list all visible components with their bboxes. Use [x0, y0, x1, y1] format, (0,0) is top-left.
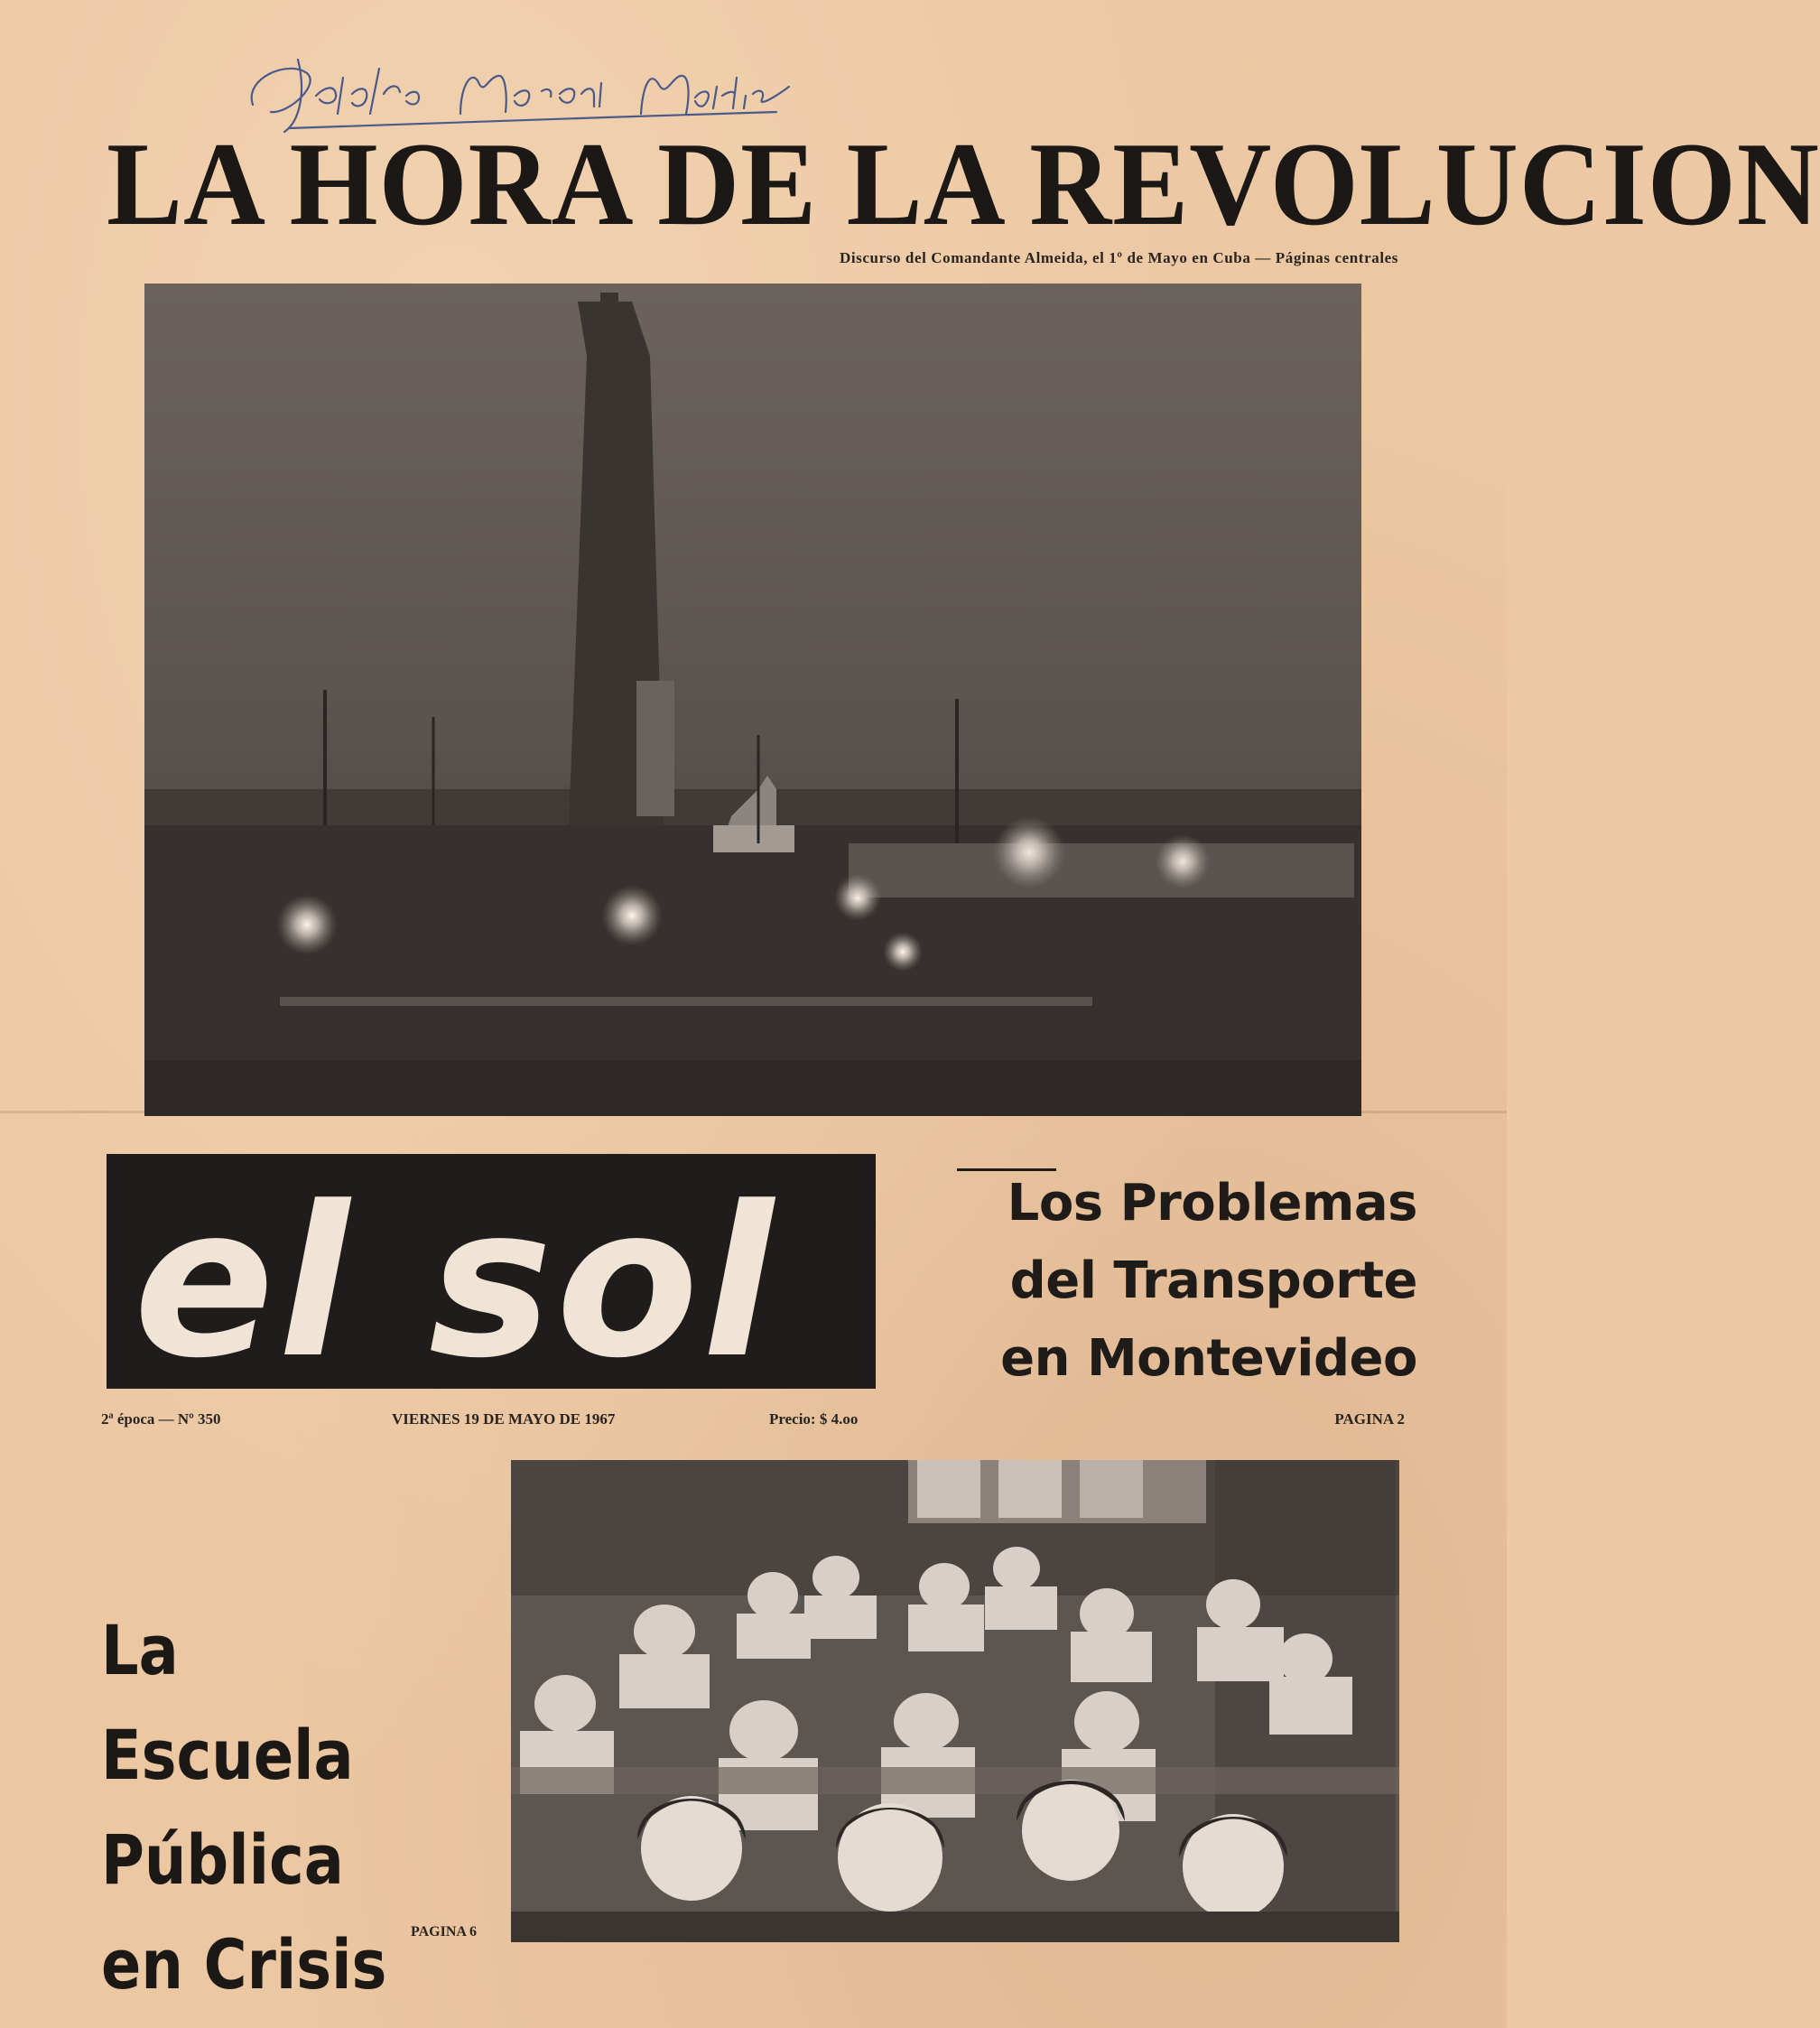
- school-headline-line1: La Escuela: [101, 1610, 354, 1795]
- headline-rule: [957, 1168, 1056, 1171]
- transport-headline-line2: del Transporte: [1009, 1251, 1417, 1310]
- masthead-subtitle: Discurso del Comandante Almeida, el 1º de Mayo en Cuba — Páginas centrales: [839, 249, 1398, 266]
- school-headline-line2: Pública: [101, 1819, 344, 1900]
- transport-headline: [957, 1165, 1417, 1398]
- school-page-reference: PAGINA 6: [411, 1924, 478, 1940]
- edition-number: 2ª época — Nº 350: [101, 1410, 221, 1428]
- school-headline-line3: en Crisis: [101, 1924, 387, 2005]
- monument-night-photo: [144, 284, 1361, 1116]
- logo-text: el sol: [134, 1163, 777, 1404]
- page-reference: PAGINA 2: [1334, 1410, 1405, 1428]
- masthead-title: LA HORA DE LA REVOLUCION: [107, 118, 1820, 251]
- school-headline: [101, 1598, 442, 2017]
- issue-date: VIERNES 19 DE MAYO DE 1967: [392, 1410, 616, 1428]
- transport-headline-line3: en Montevideo: [1000, 1329, 1417, 1388]
- classroom-photo: [511, 1460, 1399, 1942]
- transport-headline-line1: Los Problemas: [1007, 1174, 1417, 1233]
- issue-info-bar: [101, 1410, 1405, 1432]
- el-sol-logo: [107, 1154, 876, 1404]
- issue-price: Precio: $ 4.oo: [769, 1410, 859, 1428]
